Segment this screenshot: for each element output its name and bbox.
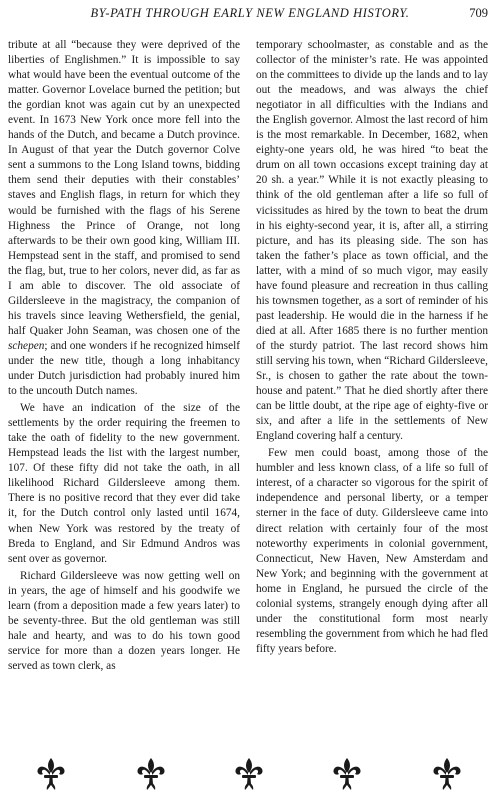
page-header bbox=[10, 6, 490, 24]
right-paragraph-2: Few men could boast, among those of the humbler and less known class, of a life so full of interest, of a character so vigorous for the spirit of independence and personal liberty, or a temper sterner in the face of duty. Gildersleeve came into direct relation with certainly four of the most noteworthy experiments in colonial government, Connecticut, New Haven, New Amsterdam and New York; and beginning with the government at home in England, he pursued the circle of the colonial systems, strangely enough dying after all under the constitutional form most nearly resembling the government from which he had fled fifty years before. bbox=[256, 447, 488, 655]
left-column bbox=[8, 38, 240, 674]
fleur-de-lis-icon bbox=[36, 757, 66, 791]
left-paragraph-3: Richard Gildersleeve was now getting well on in years, the age of himself and his goodwife we learn (from a deposition made a few years later) to be seventy-three. But the old gentleman was still hale and hearty, and was to do his town good service for more than a dozen years longer. He served as town clerk, as bbox=[8, 569, 240, 672]
fleur-de-lis-icon bbox=[234, 757, 264, 791]
left-paragraph-1: tribute at all “because they were deprived of the liberties of Englishmen.” It is impossible to say what would have been the eventual outcome of the matter. Governor Lovelace burned the petition; but the gordian knot was again cut by an unexpected event. In 1673 New York once more fell into the hands of the Dutch, and became a Dutch province. In August of that year the Dutch governor Colve sent a summons to the Long Island towns, bidding them send their deputies with their constables’ staves and English flags, in return for which they would be furnished with the flags of his Serene Highness the Prince of Orange, not long afterwards to be their own good king, William III. Hempstead sent in the staff, and promised to send the flag, but, true to her colors, never did, as far as I am able to discover. The old associate of Gildersleeve in the magistracy, the companion of his travels since leaving Wethersfield, the genial, half Quaker John Seaman, was chosen one of the schepen; and one wonders if he recognized himself under the new title, though a long inhabitancy under Dutch jurisdiction had probably inured him to the uncouth Dutch names. bbox=[8, 39, 240, 398]
fleur-de-lis-icon bbox=[432, 757, 462, 791]
left-paragraph-2: We have an indication of the size of the settlements by the order requiring the freemen to take the oath of fidelity to the new government. Hempstead leads the list with the largest number, 107. Of these fifty did not take the oath, in all likelihood Richard Gildersleeve among them. There is no positive record that they ever did take it, for the Dutch control only lasted until 1674, when New York was restored by the treaty of Breda to England, and Sir Edmund Andros was sent over as governor. bbox=[8, 402, 240, 565]
right-column bbox=[256, 38, 488, 657]
text-columns bbox=[8, 38, 488, 753]
fleur-de-lis-icon bbox=[136, 757, 166, 791]
right-paragraph-1: temporary schoolmaster, as constable and as the collector of the minister’s rate. He was appointed on the committees to divide up the lands and to lay out the meadows, and was always the chief negotiator in all difficulties with the Indians and the English governor. Almost the last record of him is the most remarkable. In December, 1682, when eighty-one years old, he was hired “to beat the drum on all town occasions except training day at 20 sh. a year.” While it is not exactly pleasing to think of the old gentleman after a life so full of vicissitudes as hired by the town to beat the drum in his eighty-second year, it is, after all, a stirring picture, and has its pleasing side. The son has taken the father’s place as town official, and the latter, with a mind of so much vigor, may easily have found pleasure and recreation in thus calling his townsmen together, as a sort of reminder of his past leadership. He would die in the harness if he died at all. After 1685 there is no further mention of the sturdy patriot. The last record shows him still serving his town, when “Richard Gildersleeve, Sr., is chosen to gather the rate about the town-house and patent.” That he died shortly after there can be little doubt, at the ripe age of eighty-five or six, and after a life in the settlements of New England covering half a century. bbox=[256, 39, 488, 443]
ornament-row bbox=[0, 757, 496, 793]
page-number: 709 bbox=[469, 6, 488, 20]
running-title: BY-PATH THROUGH EARLY NEW ENGLAND HISTORY. bbox=[90, 6, 410, 20]
fleur-de-lis-icon bbox=[332, 757, 362, 791]
